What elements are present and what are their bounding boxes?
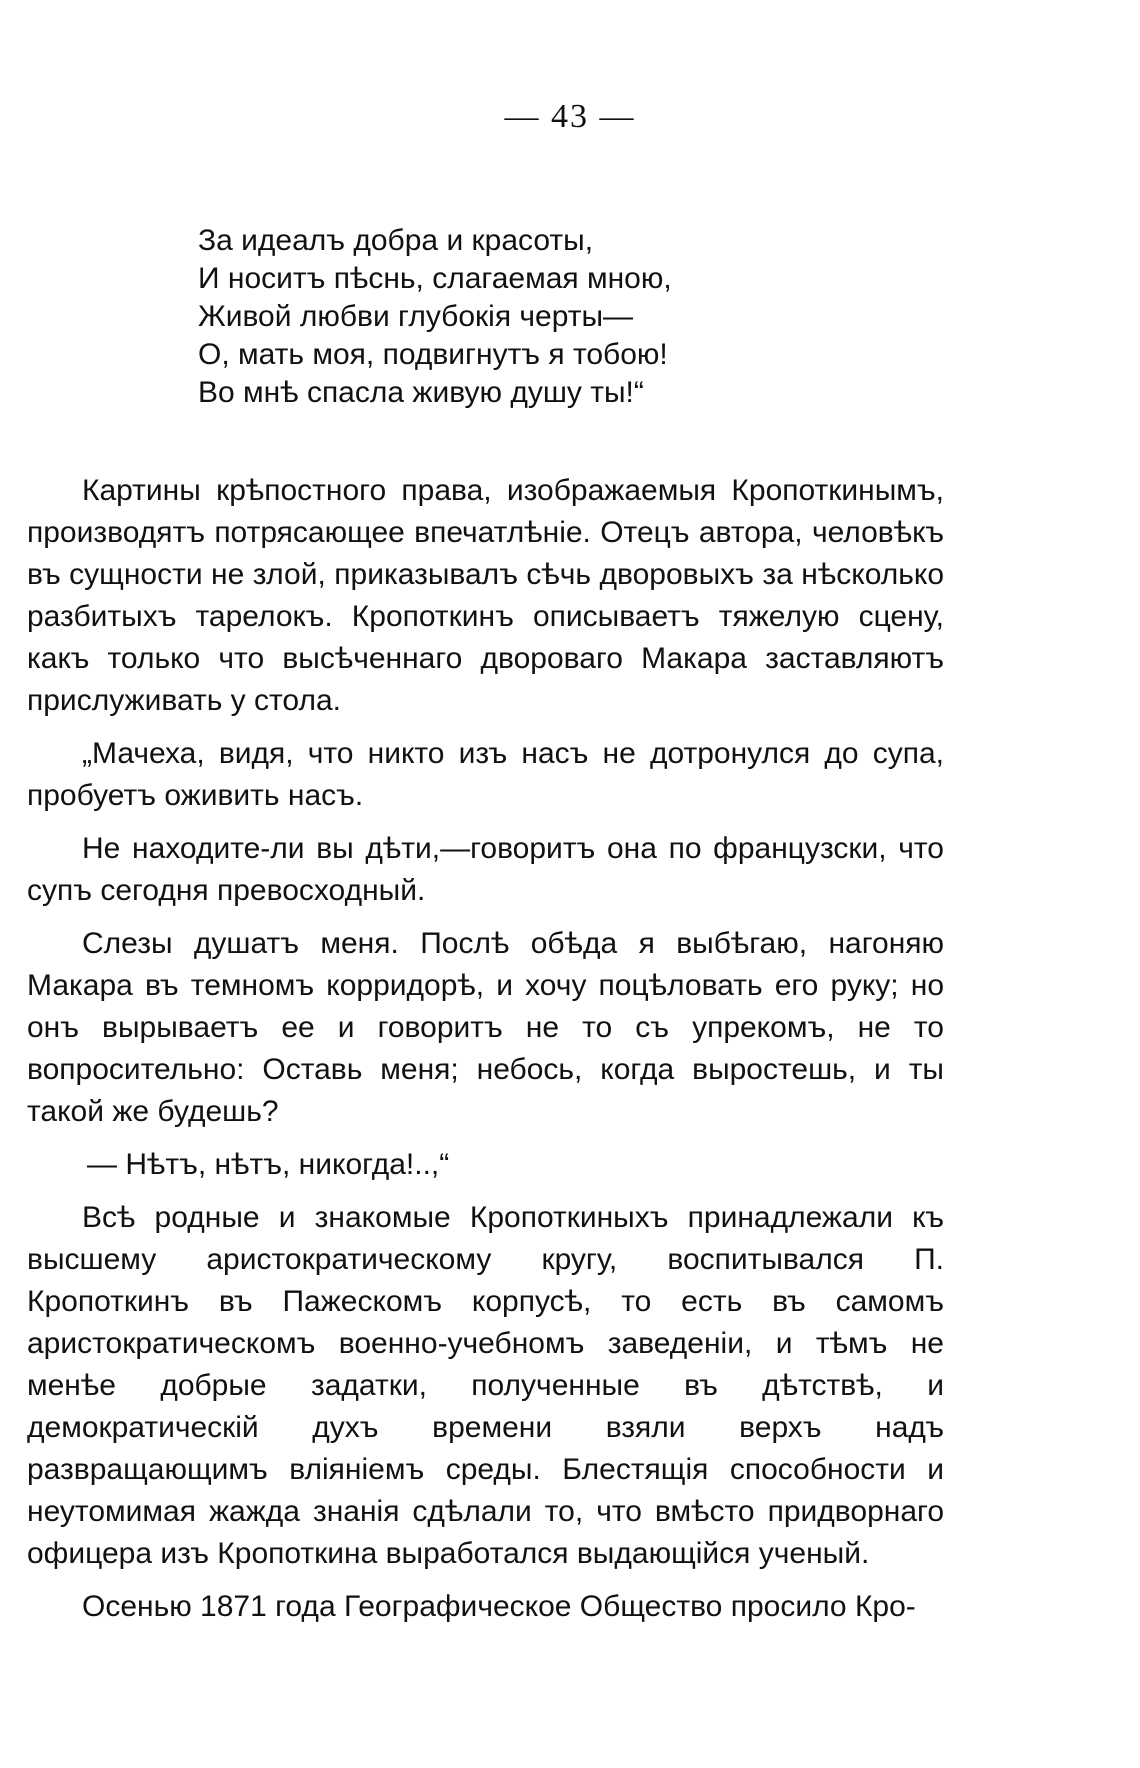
poem-line: Живой любви глубокія черты— bbox=[198, 300, 634, 333]
paragraph-aristocratic-upbringing: Всѣ родные и знакомые Кропоткиныхъ принадлежали къ высшему аристократическому кругу, воспитывался П. Кропоткинъ въ Пажескомъ корпусѣ, то есть въ самомъ аристократическомъ военно-учебномъ заведеніи, и тѣмъ не менѣе добрые задатки, полученные въ дѣтствѣ, и демократическій духъ времени взяли верхъ надъ развращающимъ вліяніемъ среды. Блестящія способности и неутомимая жажда знанія сдѣлали то, что вмѣсто придворнаго офицера изъ Кропоткина выработался выдающійся ученый. bbox=[27, 1201, 944, 1570]
paragraph-serfdom: Картины крѣпостного права, изображаемыя Кропоткинымъ, производятъ потрясающее впечатлѣніе. Отецъ автора, человѣкъ въ сущности не злой, приказывалъ сѣчь дворовыхъ за нѣсколько разбитыхъ тарелокъ. Кропоткинъ описываетъ тяжелую сцену, какъ только что высѣченнаго двороваго Макара заставляютъ прислуживать у стола. bbox=[27, 474, 944, 717]
poem-line: Во мнѣ спасла живую душу ты!“ bbox=[198, 376, 644, 409]
paragraph-stepmother-quote: „Мачеха, видя, что никто изъ насъ не дотронулся до супа, пробуетъ оживить насъ. bbox=[27, 737, 944, 812]
poem-line: За идеалъ добра и красоты, bbox=[198, 224, 594, 257]
poem-excerpt bbox=[198, 222, 958, 412]
paragraph-soup-question: Не находите-ли вы дѣти,—говоритъ она по французски, что супъ сегодня превосходный. bbox=[27, 832, 944, 907]
paragraph-autumn-1871: Осенью 1871 года Географическое Общество просило Кро- bbox=[82, 1590, 916, 1623]
paragraph-never-reply: — Нѣтъ, нѣтъ, никогда!..,“ bbox=[87, 1148, 450, 1181]
body-text bbox=[27, 470, 944, 1639]
paragraph-makar-scene: Слезы душатъ меня. Послѣ обѣда я выбѣгаю, нагоняю Макара въ темномъ корридорѣ, и хочу поцѣловать его руку; но онъ вырываетъ ее и говоритъ не то съ упрекомъ, не то вопросительно: Оставь меня; небось, когда выростешь, и ты такой же будешь? bbox=[27, 927, 944, 1128]
poem-line: О, мать моя, подвигнутъ я тобою! bbox=[198, 338, 668, 371]
poem-line: И носитъ пѣснь, слагаемая мною, bbox=[198, 262, 672, 295]
page-number: — 43 — bbox=[504, 98, 636, 135]
